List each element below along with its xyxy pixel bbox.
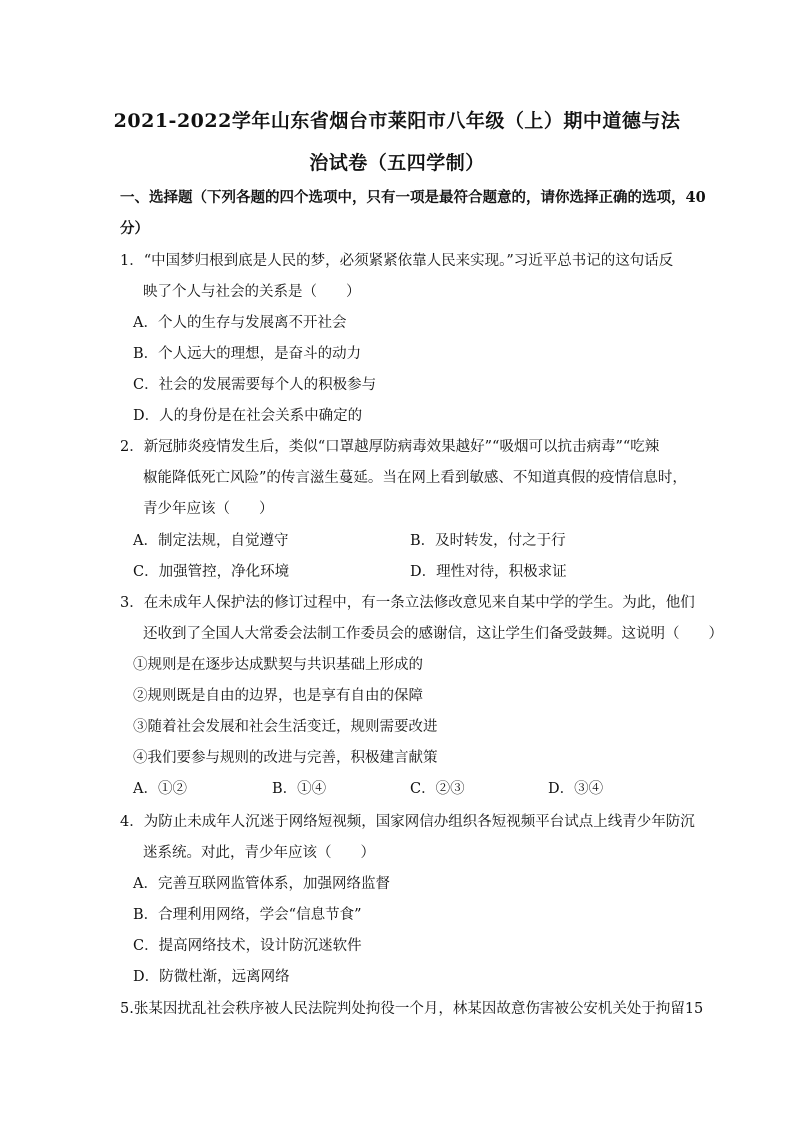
question-4-option-a: A．完善互联网监管体系，加强网络监督 (133, 876, 390, 892)
question-2-option-d: D．理性对待，积极求证 (410, 564, 567, 580)
question-4-option-b: B．合理利用网络，学会“信息节食” (133, 907, 362, 923)
question-3-statement-2: ②规则既是自由的边界，也是享有自由的保障 (133, 688, 423, 704)
section-heading: 一、选择题（下列各题的四个选项中，只有一项是最符合题意的，请你选择正确的选项，40 (120, 189, 706, 206)
question-3-option-b: B．①④ (272, 781, 327, 797)
exam-title-line1: 2021-2022学年山东省烟台市莱阳市八年级（上）期中道德与法 (113, 110, 681, 132)
question-5-stem: 5.张某因扰乱社会秩序被人民法院判处拘役一个月，林某因故意伤害被公安机关处于拘留15 (120, 1001, 704, 1017)
question-3-statement-4: ④我们要参与规则的改进与完善，积极建言献策 (133, 750, 438, 766)
question-2-option-c: C．加强管控，净化环境 (133, 564, 290, 580)
question-3-option-c: C．②③ (410, 781, 465, 797)
question-1-option-d: D．人的身份是在社会关系中确定的 (133, 408, 363, 424)
question-1-stem: 1．“中国梦归根到底是人民的梦，必须紧紧依靠人民来实现。”习近平总书记的这句话反 (120, 253, 674, 269)
question-4-option-c: C．提高网络技术，设计防沉迷软件 (133, 938, 362, 954)
question-3-stem-cont: 还收到了全国人大常委会法制工作委员会的感谢信，这让学生们备受鼓舞。这说明（ ） (143, 626, 723, 642)
question-1-option-b: B．个人远大的理想，是奋斗的动力 (133, 346, 362, 362)
question-4-stem: 4．为防止未成年人沉迷于网络短视频，国家网信办组织各短视频平台试点上线青少年防沉 (120, 814, 695, 830)
question-1-option-c: C．社会的发展需要每个人的积极参与 (133, 377, 377, 393)
question-3-statement-1: ①规则是在逐步达成默契与共识基础上形成的 (133, 657, 423, 673)
question-2-option-b: B．及时转发，付之于行 (410, 533, 566, 549)
question-1-stem-cont: 映了个人与社会的关系是（ ） (143, 284, 361, 300)
question-2-stem: 2．新冠肺炎疫情发生后，类似“口罩越厚防病毒效果越好”“吸烟可以抗击病毒”“吃辣 (120, 439, 660, 455)
question-3-option-a: A．①② (133, 781, 187, 797)
question-2-stem-cont: 椒能降低死亡风险”的传言滋生蔓延。当在网上看到敏感、不知道真假的疫情信息时， (143, 470, 687, 486)
question-2-stem-cont2: 青少年应该（ ） (143, 501, 274, 517)
question-3-stem: 3．在未成年人保护法的修订过程中，有一条立法修改意见来自某中学的学生。为此，他们 (120, 595, 695, 611)
question-3-option-d: D．③④ (548, 781, 604, 797)
question-4-option-d: D．防微杜渐，远离网络 (133, 969, 290, 985)
question-1-option-a: A．个人的生存与发展离不开社会 (133, 315, 347, 331)
question-4-stem-cont: 迷系统。对此，青少年应该（ ） (143, 845, 375, 861)
question-2-option-a: A．制定法规，自觉遵守 (133, 533, 289, 549)
section-heading-cont: 分） (120, 220, 149, 237)
exam-title-line2: 治试卷（五四学制） (309, 152, 485, 174)
question-3-statement-3: ③随着社会发展和社会生活变迁，规则需要改进 (133, 719, 438, 735)
